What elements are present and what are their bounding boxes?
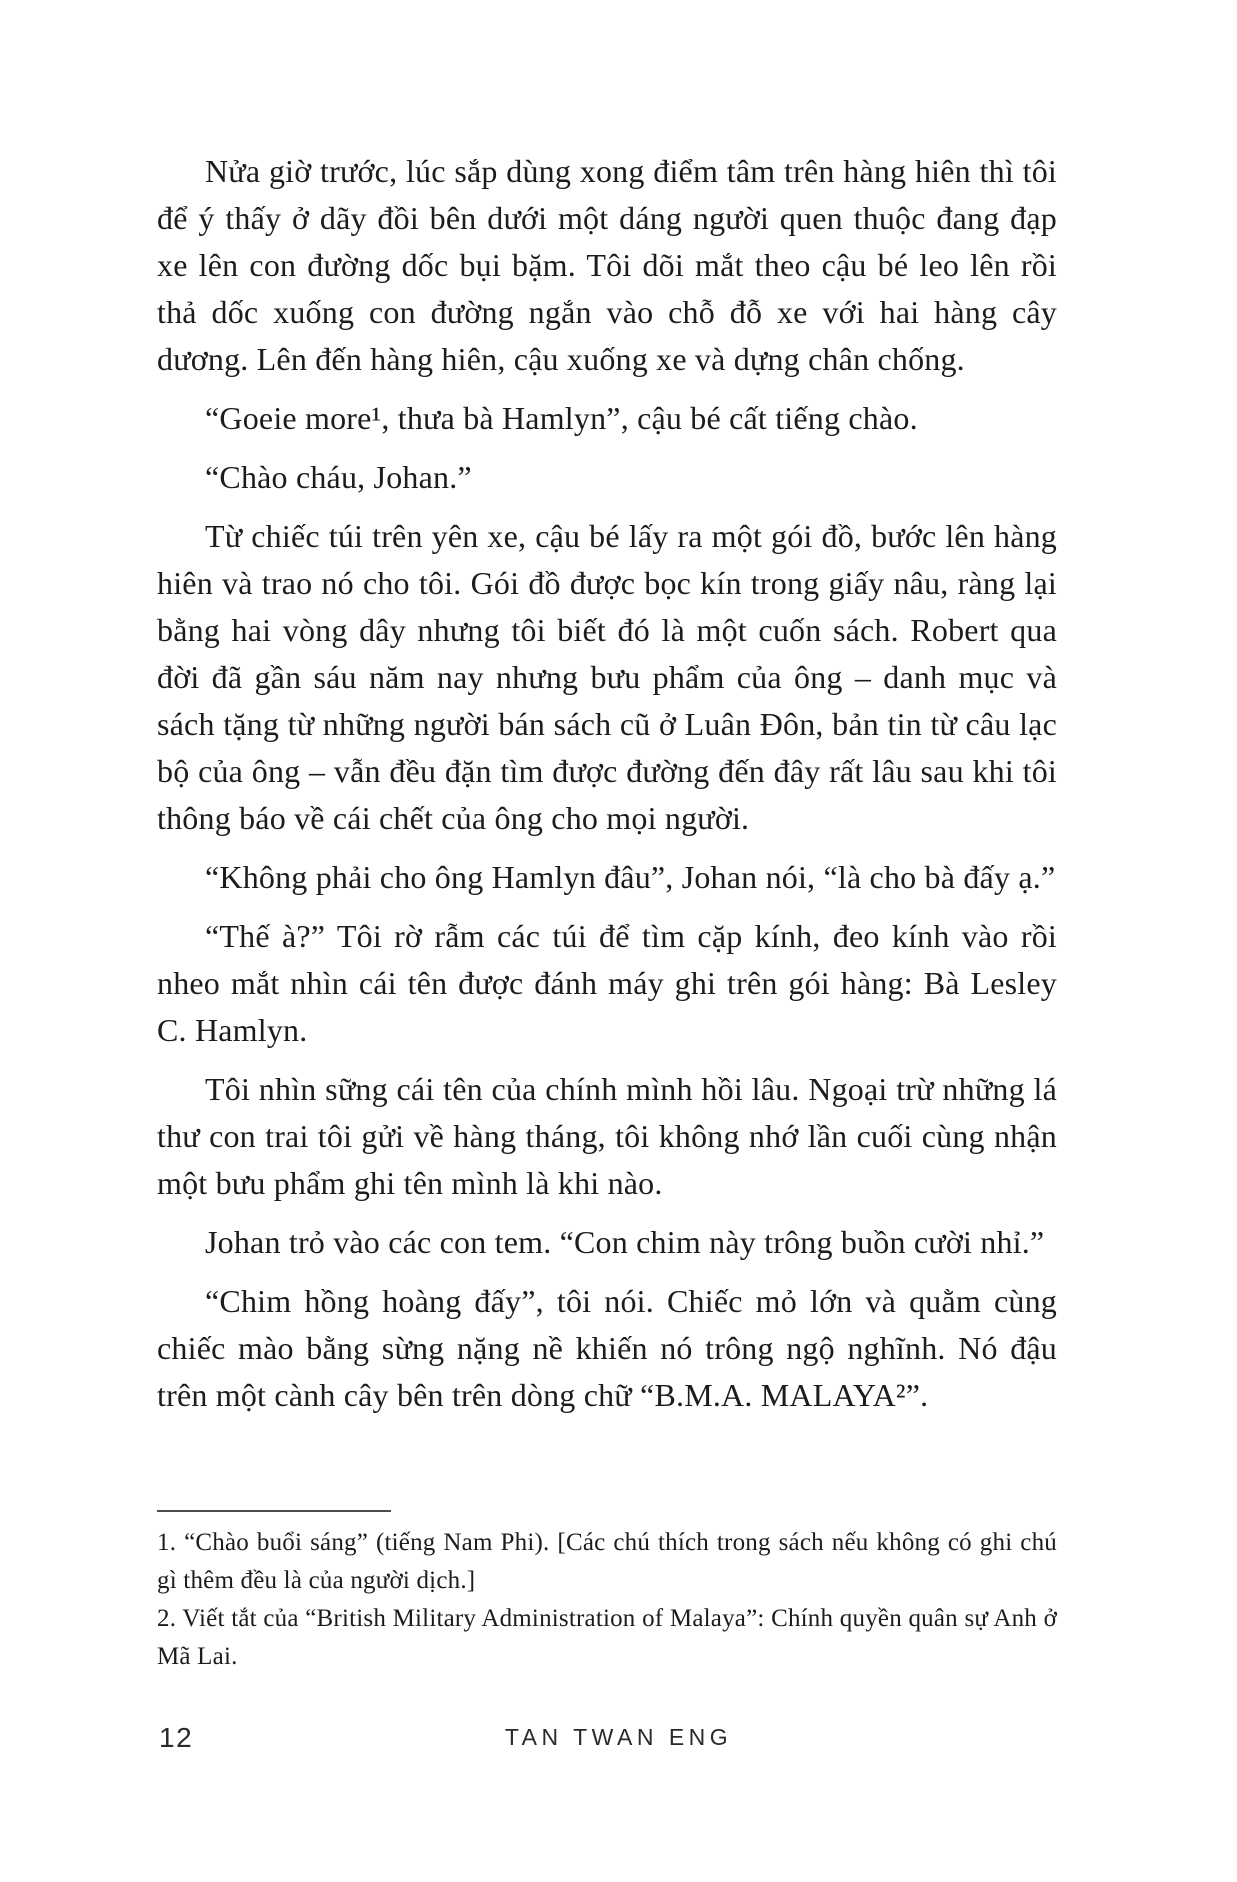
- footnote-block: [157, 1510, 1057, 1676]
- paragraph: Tôi nhìn sững cái tên của chính mình hồi lâu. Ngoại trừ những lá thư con trai tôi gửi về hàng tháng, tôi không nhớ lần cuối cùng nhận một bưu phẩm ghi tên mình là khi nào.: [157, 1071, 1057, 1201]
- footnote-separator: [157, 1510, 391, 1512]
- paragraph-dialogue: “Goeie more¹, thưa bà Hamlyn”, cậu bé cất tiếng chào.: [205, 400, 918, 436]
- paragraph-dialogue: Johan trỏ vào các con tem. “Con chim này trông buồn cười nhỉ.”: [205, 1224, 1045, 1260]
- paragraph: Nửa giờ trước, lúc sắp dùng xong điểm tâm trên hàng hiên thì tôi để ý thấy ở dãy đồi bên dưới một dáng người quen thuộc đang đạp xe lên con đường dốc bụi bặm. Tôi dõi mắt theo cậu bé leo lên rồi thả dốc xuống con đường ngắn vào chỗ đỗ xe với hai hàng cây dương. Lên đến hàng hiên, cậu xuống xe và dựng chân chống.: [157, 153, 1057, 377]
- footnote-2: 2. Viết tắt của “British Military Administration of Malaya”: Chính quyền quân sự Anh ở Mã Lai.: [157, 1605, 1057, 1670]
- paragraph: “Thế à?” Tôi rờ rẫm các túi để tìm cặp kính, đeo kính vào rồi nheo mắt nhìn cái tên được đánh máy ghi trên gói hàng: Bà Lesley C. Hamlyn.: [157, 918, 1057, 1048]
- paragraph-dialogue: “Chào cháu, Johan.”: [205, 459, 472, 495]
- body-text: [157, 148, 1057, 1431]
- page-footer: [157, 1720, 1080, 1754]
- paragraph-dialogue: “Không phải cho ông Hamlyn đâu”, Johan nói, “là cho bà đấy ạ.”: [205, 859, 1056, 895]
- paragraph: Từ chiếc túi trên yên xe, cậu bé lấy ra một gói đồ, bước lên hàng hiên và trao nó cho tôi. Gói đồ được bọc kín trong giấy nâu, ràng lại bằng hai vòng dây nhưng tôi biết đó là một cuốn sách. Robert qua đời đã gần sáu năm nay nhưng bưu phẩm của ông – danh mục và sách tặng từ những người bán sách cũ ở Luân Đôn, bản tin từ câu lạc bộ của ông – vẫn đều đặn tìm được đường đến đây rất lâu sau khi tôi thông báo về cái chết của ông cho mọi người.: [157, 518, 1057, 836]
- page-number: 12: [159, 1722, 194, 1753]
- footnote-1: 1. “Chào buổi sáng” (tiếng Nam Phi). [Các chú thích trong sách nếu không có ghi chú gì thêm đều là của người dịch.]: [157, 1529, 1057, 1594]
- running-header: TAN TWAN ENG: [504, 1724, 733, 1750]
- paragraph: “Chim hồng hoàng đấy”, tôi nói. Chiếc mỏ lớn và quằm cùng chiếc mào bằng sừng nặng nề khiến nó trông ngộ nghĩnh. Nó đậu trên một cành cây bên trên dòng chữ “B.M.A. MALAYA²”.: [157, 1283, 1057, 1413]
